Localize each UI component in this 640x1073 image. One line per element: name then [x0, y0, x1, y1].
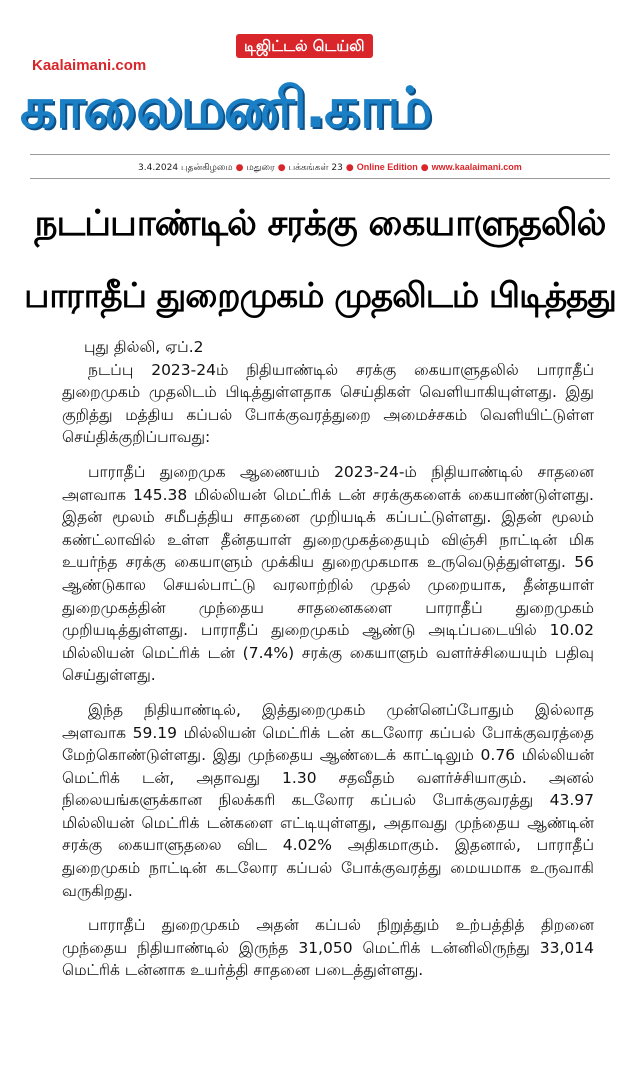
edition-date: 3.4.2024 புதன்கிழமை — [138, 163, 233, 173]
website-url[interactable]: www.kaalaimani.com — [431, 162, 522, 172]
headline-line-2: பாராதீப் துறைமுகம் முதலிடம் பிடித்தது — [24, 276, 616, 316]
online-edition-label: Online Edition — [356, 162, 418, 172]
article-body — [62, 336, 594, 994]
bullet-icon: ● — [235, 163, 244, 173]
masthead-divider-top — [30, 154, 610, 155]
article-paragraph-1: நடப்பு 2023-24ம் நிதியாண்டில் சரக்கு கையாளுதலில் பாராதீப் துறைமுகம் முதலிடம் பிடித்துள்ளதாக செய்திகள் வெளியாகியுள்ளது. இது குறித்து மத்திய கப்பல் போக்குவரத்துறை அமைச்சகம் வெளியிட்டுள்ள செய்திக்குறிப்பாவது: — [62, 360, 594, 447]
edition-info-bar — [138, 162, 522, 174]
bullet-icon: ● — [277, 163, 286, 173]
article-paragraph-4: பாராதீப் துறைமுகம் அதன் கப்பல் நிறுத்தும் உற்பத்தித் திறனை முந்தைய நிதியாண்டில் இருந்த 31,050 மெட்ரிக் டன்னிலிருந்து 33,014 மெட்ரிக் டன்னாக உயர்த்தி சாதனை படைத்துள்ளது. — [62, 916, 594, 980]
article-paragraph-3: இந்த நிதியாண்டில், இத்துறைமுகம் முன்னெப்போதும் இல்லாத அளவாக 59.19 மில்லியன் மெட்ரிக் டன் கடலோர கப்பல் போக்குவரத்தை மேற்கொண்டுள்ளது. இது முந்தைய ஆண்டைக் காட்டிலும் 0.76 மில்லியன் மெட்ரிக் டன், அதாவது 1.30 சதவீதம் வளர்ச்சியாகும். அனல் நிலையங்களுக்கான நிலக்கரி கடலோர கப்பல் போக்குவரத்து 43.97 மில்லியன் மெட்ரிக் டன்களை எட்டியுள்ளது, அதாவது முந்தைய ஆண்டின் சரக்கு கையாளுதலை விட 4.02% அதிகமாகும். இதனால், பாராதீப் துறைமுகம் நாட்டின் கடலோர கப்பல் போக்குவரத்து மையமாக உருவாகி வருகிறது. — [62, 700, 594, 900]
dateline: புது தில்லி, ஏப்.2 — [84, 338, 204, 356]
site-logo-tamil: காலைமணி.காம் — [20, 76, 431, 141]
edition-city: மதுரை — [246, 163, 275, 173]
article-paragraph-2: பாராதீப் துறைமுக ஆணையம் 2023-24-ம் நிதியாண்டில் சாதனை அளவாக 145.38 மில்லியன் மெட்ரிக் டன் சரக்குகளைக் கையாண்டுள்ளது. இதன் மூலம் சமீபத்திய சாதனை முறியடிக் கப்பட்டுள்ளது. இதன் மூலம் கண்ட்லாவில் உள்ள தீன்தயாள் துறைமுகத்தையும் விஞ்சி நாட்டின் மிக உயர்ந்த சரக்கு கையாளும் முக்கிய துறைமுகமாக உருவெடுத்துள்ளது. 56 ஆண்டுகால செயல்பாட்டு வரலாற்றில் முதல் முறையாக, தீன்தயாள் துறைமுகத்தின் முந்தைய சாதனைகளை பாராதீப் துறைமுகம் முறியடித்துள்ளது. பாராதீப் துறைமுகம் ஆண்டு அடிப்படையில் 10.02 மில்லியன் மெட்ரிக் டன் (7.4%) சரக்கு கையாளும் வளர்ச்சியையும் பதிவு செய்துள்ளது. — [62, 462, 594, 685]
bullet-icon: ● — [345, 163, 354, 173]
digital-daily-tag: டிஜிட்டல் டெய்லி — [236, 34, 373, 58]
masthead-divider-bottom — [30, 178, 610, 179]
site-name-english: Kaalaimani.com — [32, 57, 147, 74]
bullet-icon: ● — [420, 163, 429, 173]
edition-pages: பக்கங்கள் 23 — [288, 163, 343, 173]
masthead — [0, 0, 640, 160]
headline-line-1: நடப்பாண்டில் சரக்கு கையாளுதலில் — [34, 203, 606, 244]
